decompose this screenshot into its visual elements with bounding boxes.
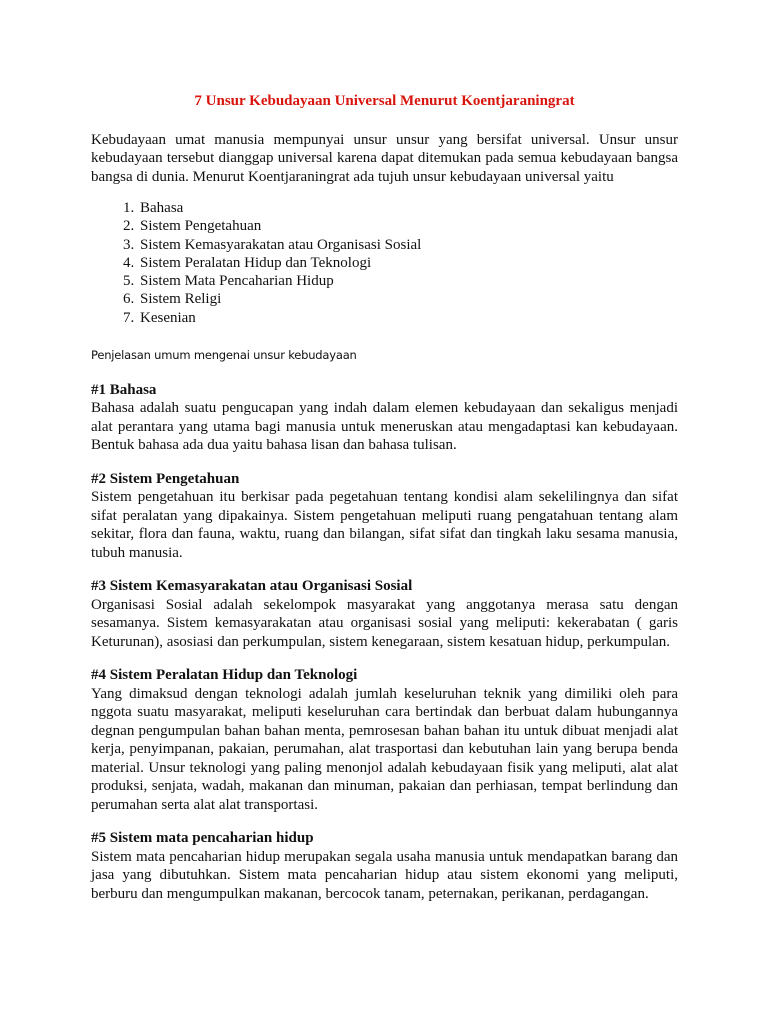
list-item: 4. Sistem Peralatan Hidup dan Teknologi	[138, 254, 678, 272]
section-bahasa	[91, 381, 678, 455]
section-body: Sistem pengetahuan itu berkisar pada pegetahuan tentang kondisi alam sekelilingnya dan sifat sifat peralatan yang dipakainya. Sistem pengetahuan meliputi ruang pengatahuan tentang alam sekitar, flora dan fauna, waktu, ruang dan bilangan, sifat sifat dan tingkah laku sesama manusia, tubuh manusia.	[91, 489, 678, 561]
section-organisasi-sosial	[91, 577, 678, 651]
section-heading: #3 Sistem Kemasyarakatan atau Organisasi Sosial	[91, 578, 413, 595]
section-body: Yang dimaksud dengan teknologi adalah jumlah keseluruhan teknik yang dimiliki oleh para nggota suatu masyarakat, meliputi keseluruhan cara bertindak dan berbuat dalam hubungannya degnan pengumpulan bahan bahan menta, pemrosesan bahan bahan itu untuk dibuat menjadi alat kerja, penyimpanan, pakaian, perumahan, alat trasportasi dan kebutuhan lain yang berupa benda material. Unsur teknologi yang paling menonjol adalah kebudayaan fisik yang meliputi, alat alat produksi, senjata, wadah, makanan dan minuman, pakaian dan perhiasan, tempat berlindung dan perumahan serta alat alat transportasi.	[91, 685, 678, 813]
section-body: Organisasi Sosial adalah sekelompok masyarakat yang anggotanya merasa satu dengan sesamanya. Sistem kemasyarakatan atau organisasi sosial yang meliputi: kekerabatan ( garis Keturunan), asosiasi dan perkumpulan, sistem kenegaraan, sistem kesatuan hidup, perkumpulan.	[91, 596, 678, 650]
list-item: 7. Kesenian	[138, 309, 678, 327]
document-title: 7 Unsur Kebudayaan Universal Menurut Koentjaraningrat	[194, 93, 575, 109]
explanation-subheading: Penjelasan umum mengenai unsur kebudayaan	[91, 348, 357, 363]
section-mata-pencaharian	[91, 829, 678, 903]
elements-list	[91, 199, 678, 327]
section-heading: #5 Sistem mata pencaharian hidup	[91, 830, 314, 847]
intro-paragraph: Kebudayaan umat manusia mempunyai unsur unsur yang bersifat universal. Unsur unsur kebudayaan tersebut dianggap universal karena dapat ditemukan pada semua kebudayaan bangsa bangsa di dunia. Menurut Koentjaraningrat ada tujuh unsur kebudayaan universal yaitu	[91, 131, 678, 185]
list-item: 3. Sistem Kemasyarakatan atau Organisasi Sosial	[138, 236, 678, 254]
section-sistem-pengetahuan	[91, 470, 678, 563]
list-item: 1. Bahasa	[138, 199, 678, 217]
section-body: Sistem mata pencaharian hidup merupakan segala usaha manusia untuk mendapatkan barang dan jasa yang dibutuhkan. Sistem mata pencaharian hidup atau sistem ekonomi yang meliputi, berburu dan mengumpulkan makanan, bercocok tanam, peternakan, perikanan, perdagangan.	[91, 848, 678, 902]
list-item: 2. Sistem Pengetahuan	[138, 217, 678, 235]
section-teknologi	[91, 666, 678, 814]
list-item: 5. Sistem Mata Pencaharian Hidup	[138, 272, 678, 290]
list-item: 6. Sistem Religi	[138, 290, 678, 308]
section-body: Bahasa adalah suatu pengucapan yang indah dalam elemen kebudayaan dan sekaligus menjadi alat perantara yang utama bagi manusia untuk meneruskan atau mengadaptasi kan kebudayaan. Bentuk bahasa ada dua yaitu bahasa lisan dan bahasa tulisan.	[91, 400, 678, 454]
document-page	[91, 92, 678, 918]
section-heading: #4 Sistem Peralatan Hidup dan Teknologi	[91, 667, 358, 684]
section-heading: #1 Bahasa	[91, 381, 157, 398]
section-heading: #2 Sistem Pengetahuan	[91, 470, 240, 487]
